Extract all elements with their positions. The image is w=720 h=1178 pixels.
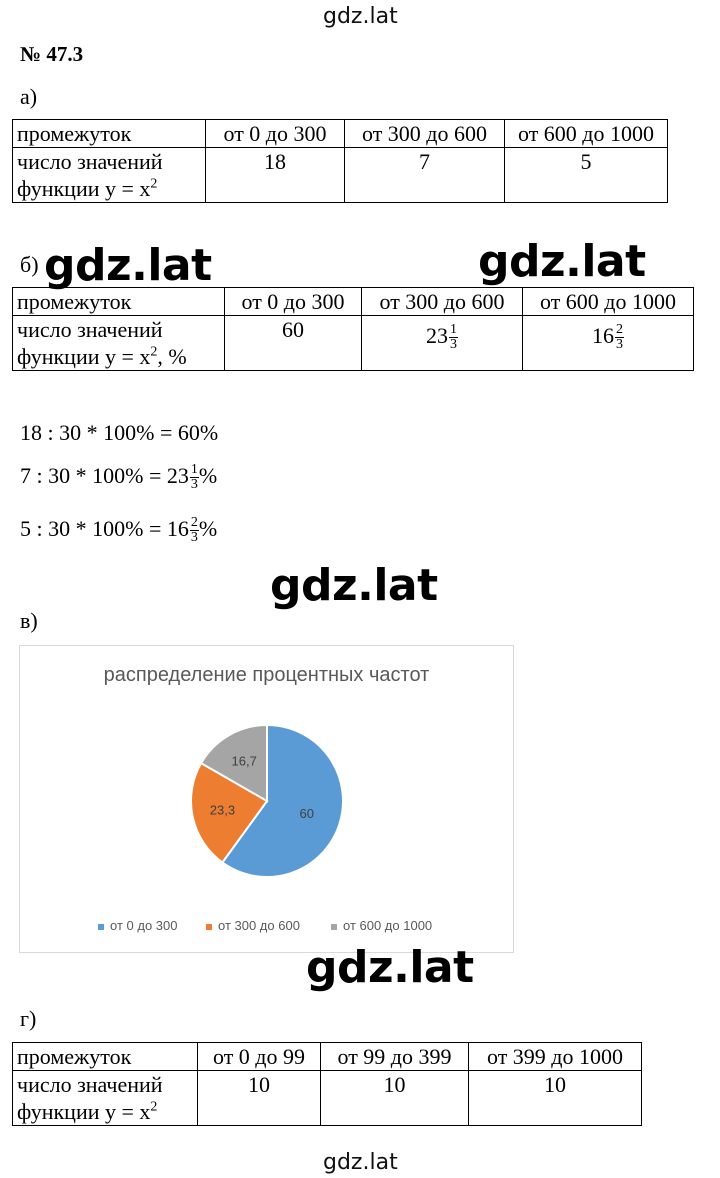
table-a-header-3: от 600 до 1000	[505, 120, 668, 148]
watermark-big-2: gdz.lat	[478, 236, 646, 287]
table-a-value-1: 7	[345, 148, 505, 203]
fraction-denominator: 3	[616, 337, 623, 353]
table-g-header-1: от 0 до 99	[198, 1043, 321, 1071]
watermark-big-4: gdz.lat	[306, 942, 474, 993]
fraction	[190, 463, 199, 492]
table-row	[13, 1071, 642, 1126]
row-label-line2: функции y = x	[17, 1099, 151, 1124]
pie-chart	[19, 645, 514, 953]
table-a-header-2: от 300 до 600	[345, 120, 505, 148]
equation-text: 18 : 30 * 100% = 60%	[20, 420, 219, 445]
watermark-big-3: gdz.lat	[270, 560, 438, 611]
equation-suffix: %	[198, 516, 218, 541]
pie-data-label-2: 16,7	[231, 753, 257, 769]
table-b-value-0	[225, 316, 362, 371]
exponent: 2	[150, 1099, 158, 1115]
table-g-header-0: промежуток	[13, 1043, 198, 1071]
table-g-value-0: 10	[198, 1071, 321, 1126]
fraction-denominator: 3	[190, 530, 198, 546]
value-whole: 16	[592, 323, 614, 348]
fraction	[190, 516, 199, 545]
row-label-line2: функции y = x	[17, 344, 151, 369]
equation-1	[20, 420, 218, 446]
value-whole: 23	[426, 323, 448, 348]
fraction-numerator: 1	[450, 322, 457, 338]
table-g-header-2: от 99 до 399	[321, 1043, 469, 1071]
chart-title: распределение процентных частот	[103, 664, 430, 686]
fraction-numerator: 1	[190, 462, 198, 478]
watermark-top: gdz.lat	[323, 4, 398, 29]
fraction-denominator: 3	[450, 337, 457, 353]
row-label-suffix: , %	[157, 344, 187, 369]
table-g-header-3: от 399 до 1000	[469, 1043, 642, 1071]
table-a-header-1: от 0 до 300	[206, 120, 345, 148]
row-label-line1: число значений	[17, 1072, 163, 1097]
legend-item-0	[98, 918, 177, 933]
equation-suffix: %	[198, 463, 218, 488]
fraction	[615, 323, 624, 352]
fraction	[449, 323, 458, 352]
table-b-header-1: от 0 до 300	[225, 288, 362, 316]
table-row	[13, 288, 694, 316]
part-g-label: г)	[20, 1006, 37, 1031]
table-a-value-2: 5	[505, 148, 668, 203]
table-g	[12, 1042, 642, 1126]
watermark-bottom: gdz.lat	[323, 1150, 398, 1175]
table-g-row-label	[13, 1071, 198, 1126]
table-b	[12, 287, 694, 371]
table-a-row-label	[13, 148, 206, 203]
legend-item-2	[331, 918, 432, 933]
watermark-big-1: gdz.lat	[44, 240, 212, 291]
legend-label: от 300 до 600	[218, 918, 300, 933]
fraction-numerator: 2	[616, 322, 623, 338]
table-b-header-2: от 300 до 600	[362, 288, 523, 316]
table-g-value-2: 10	[469, 1071, 642, 1126]
row-label-line2: функции y = x	[17, 176, 151, 201]
legend-item-1	[206, 918, 300, 933]
part-b-label: б)	[20, 252, 39, 277]
table-row	[13, 148, 668, 203]
equation-text: 5 : 30 * 100% = 16	[20, 516, 189, 541]
table-g-value-1: 10	[321, 1071, 469, 1126]
pie-data-label-0: 60	[299, 805, 314, 821]
legend-swatch	[206, 924, 212, 930]
table-b-value-2	[523, 316, 694, 371]
row-label-line1: число значений	[17, 317, 163, 342]
table-row	[13, 1043, 642, 1071]
part-v-label: в)	[20, 608, 38, 633]
table-b-header-0: промежуток	[13, 288, 225, 316]
table-b-row-label	[13, 316, 225, 371]
exponent: 2	[150, 176, 158, 192]
exponent: 2	[150, 344, 158, 360]
table-a-header-0: промежуток	[13, 120, 206, 148]
legend-swatch	[98, 924, 104, 930]
legend-swatch	[331, 924, 337, 930]
equation-3	[20, 516, 217, 545]
pie-data-label-1: 23,3	[209, 802, 236, 818]
legend-label: от 600 до 1000	[343, 918, 433, 933]
table-row	[13, 316, 694, 371]
part-a-label: а)	[20, 84, 38, 109]
table-a	[12, 119, 668, 203]
row-label-line1: число значений	[17, 149, 163, 174]
pie-chart-svg	[20, 646, 513, 952]
legend-label: от 0 до 300	[110, 918, 178, 933]
table-b-header-3: от 600 до 1000	[523, 288, 694, 316]
equation-2	[20, 463, 217, 492]
problem-number: № 47.3	[20, 42, 84, 66]
equation-text: 7 : 30 * 100% = 23	[20, 463, 189, 488]
value-whole: 60	[282, 317, 304, 342]
fraction-denominator: 3	[190, 477, 198, 493]
table-row	[13, 120, 668, 148]
fraction-numerator: 2	[190, 515, 198, 531]
table-b-value-1	[362, 316, 523, 371]
table-a-value-0: 18	[206, 148, 345, 203]
